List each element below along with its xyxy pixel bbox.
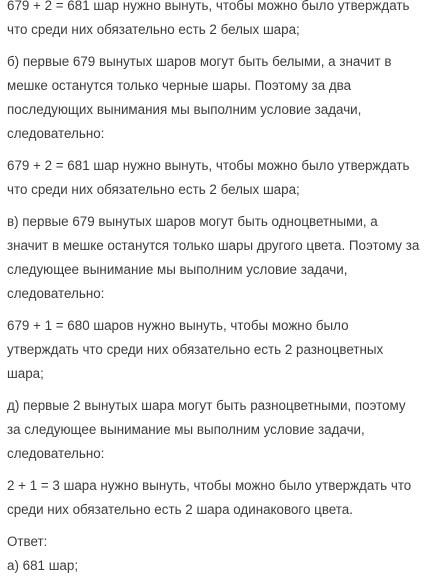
- answer-label: Ответ:: [7, 534, 48, 549]
- paragraph-b-reasoning: б) первые 679 вынутых шаров могут быть белыми, а значит в мешке останутся только черные шары. Поэтому за два последующих вынимания мы выполним условие задачи, следовательно:: [7, 54, 392, 141]
- paragraph-c-reasoning: в) первые 679 вынутых шаров могут быть одноцветными, а значит в мешке останутся только шары другого цвета. Поэтому за следующее вынимание мы выполним условие задачи, следовательно:: [7, 214, 420, 301]
- paragraph-b-result: 679 + 2 = 681 шар нужно вынуть, чтобы можно было утверждать что среди них обязательно есть 2 белых шара;: [7, 158, 410, 197]
- paragraph-d-result: 2 + 1 = 3 шара нужно вынуть, чтобы можно было утверждать что среди них обязательно есть 2 шара одинакового цвета.: [7, 478, 412, 517]
- paragraph-a-result: 679 + 2 = 681 шар нужно вынуть, чтобы можно было утверждать что среди них обязательно есть 2 белых шара;: [7, 0, 410, 37]
- solution-document: [7, 0, 421, 578]
- answer-line-a: а) 681 шар;: [7, 558, 79, 573]
- paragraph-c-result: 679 + 1 = 680 шаров нужно вынуть, чтобы можно было утверждать что среди них обязательно есть 2 разноцветных шара;: [7, 318, 384, 381]
- paragraph-d-reasoning: д) первые 2 вынутых шара могут быть разноцветными, поэтому за следующее вынимание мы выполним условие задачи, следовательно:: [7, 398, 406, 461]
